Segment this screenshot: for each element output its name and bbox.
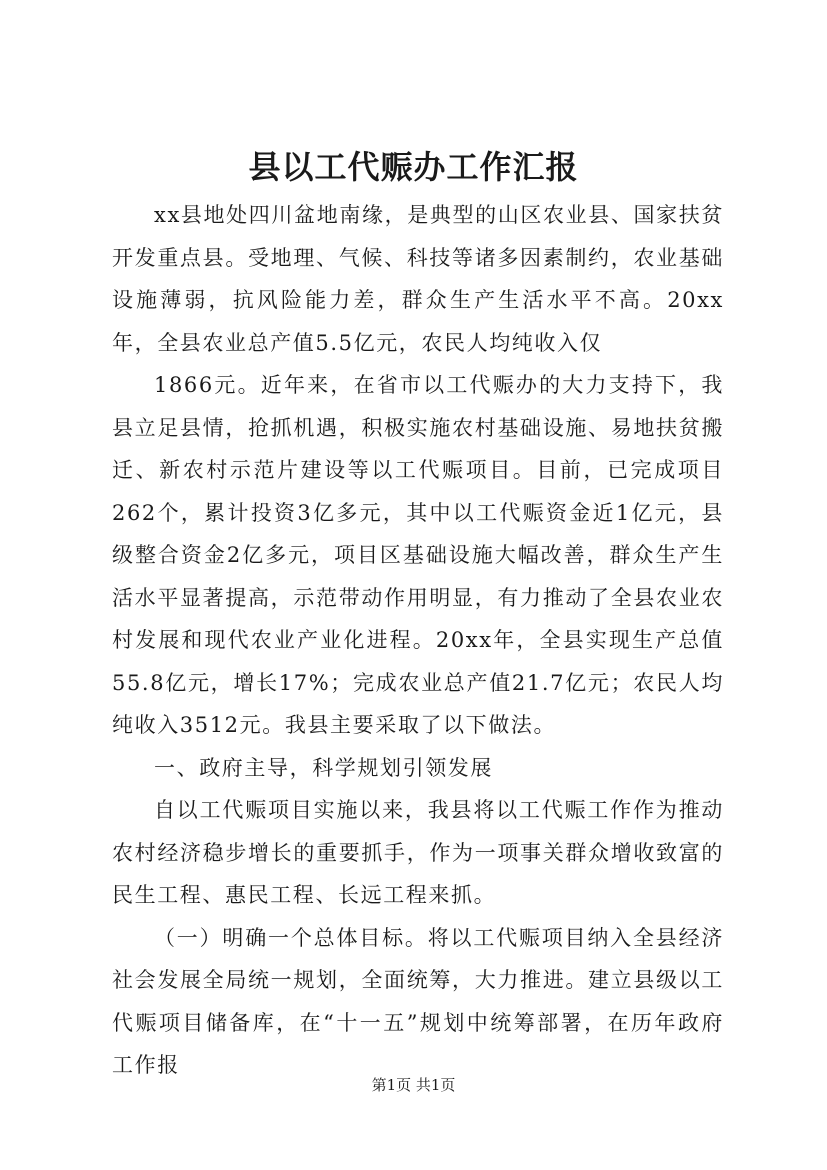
- page-footer: 第1页 共1页: [371, 1076, 456, 1094]
- document-title: 县以工代赈办工作汇报: [248, 148, 579, 186]
- section-heading-1: 一、政府主导，科学规划引领发展: [154, 755, 493, 780]
- paragraph-achievements: 1866元。近年来，在省市以工代赈办的大力支持下，我县立足县情，抢抓机遇，积极实施农村基础设施、易地扶贫搬迁、新农村示范片建设等以工代赈项目。目前，已完成项目262个，累计投资3亿多元，其中以工代赈资金近1亿元，县级整合资金2亿多元，项目区基础设施大幅改善，群众生产生活水平显著提高，示范带动作用明显，有力推动了全县农业农村发展和现代农业产业化进程。20xx年，全县实现生产总值55.8亿元，增长17%；完成农业总产值21.7亿元；农民人均纯收入3512元。我县主要采取了以下做法。: [112, 373, 724, 737]
- paragraph-goal: （一）明确一个总体目标。将以工代赈项目纳入全县经济社会发展全局统一规划，全面统筹，大力推进。建立县级以工代赈项目储备库，在“十一五”规划中统筹部署，在历年政府工作报: [112, 925, 724, 1077]
- paragraph-intro: xx县地处四川盆地南缘，是典型的山区农业县、国家扶贫开发重点县。受地理、气候、科技等诸多因素制约，农业基础设施薄弱，抗风险能力差，群众生产生活水平不高。20xx年，全县农业总产值5.5亿元，农民人均纯收入仅: [112, 203, 724, 355]
- paragraph-section-1: 自以工代赈项目实施以来，我县将以工代赈工作作为推动农村经济稳步增长的重要抓手，作为一项事关群众增收致富的民生工程、惠民工程、长远工程来抓。: [112, 798, 724, 907]
- document-body: [112, 194, 724, 1087]
